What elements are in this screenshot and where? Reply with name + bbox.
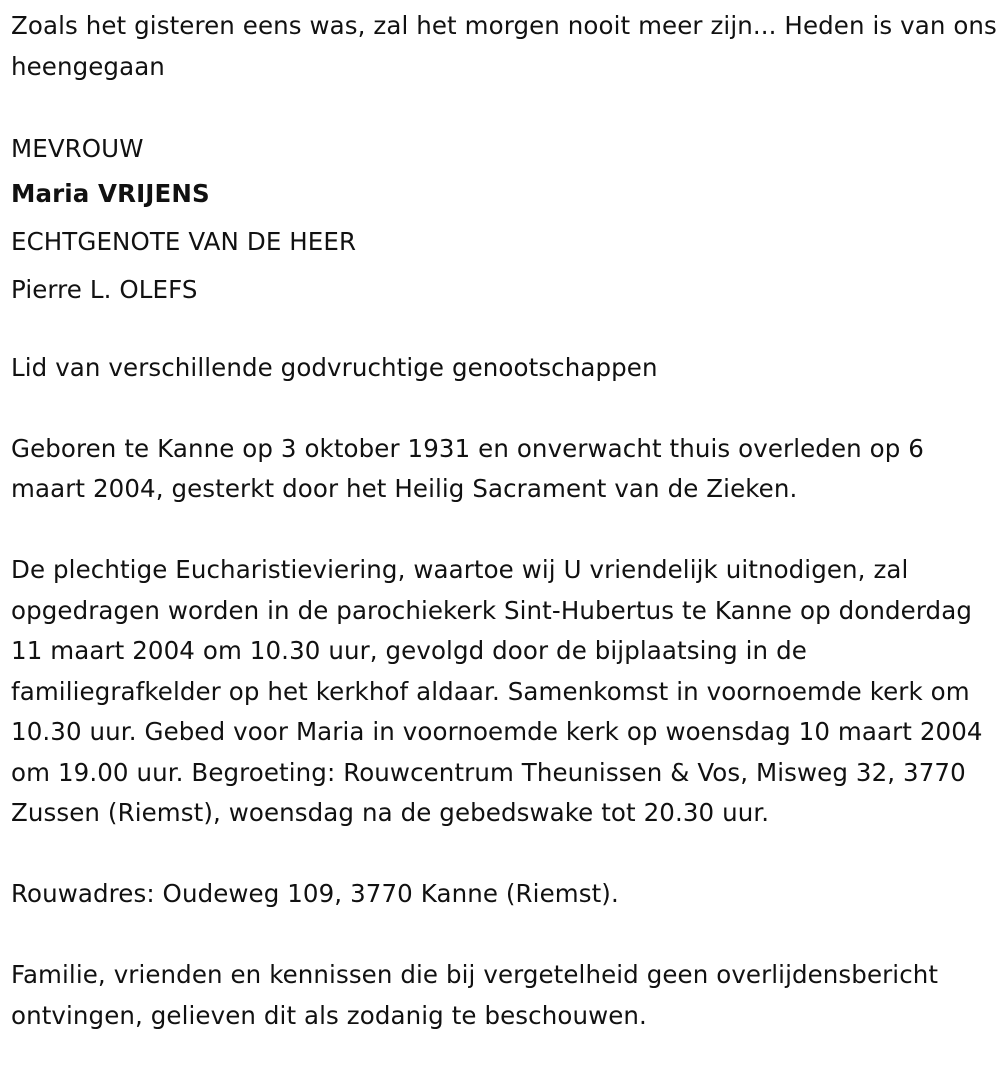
spacer [11, 388, 1000, 429]
title-line: MEVROUW [11, 133, 144, 163]
spacer [11, 87, 1000, 128]
spacer [11, 834, 1000, 875]
spacer [11, 314, 1000, 348]
address-text: Rouwadres: Oudeweg 109, 3770 Kanne (Riemst). [11, 879, 619, 908]
spacer [11, 510, 1000, 551]
spouse-name: Pierre L. OLEFS [11, 274, 198, 304]
spacer [11, 915, 1000, 956]
birth-death-text: Geboren te Kanne op 3 oktober 1931 en onverwacht thuis overleden op 6 maart 2004, gesterkt door het Heilig Sacrament van de Zieken. [11, 433, 924, 503]
ceremony-text: De plechtige Eucharistieviering, waartoe wij U vriendelijk uitnodigen, zal opgedragen worden in de parochiekerk Sint-Hubertus te Kanne op donderdag 11 maart 2004 om 10.30 uur, gevolgd door de bijplaatsing in de familiegrafkelder op het kerkhof aldaar. Samenkomst in voornoemde kerk om 10.30 uur. Gebed voor Maria in voornoemde kerk op woensdag 10 maart 2004 om 19.00 uur. Begroeting: Rouwcentrum Theunissen & Vos, Misweg 32, 3770 Zussen (Riemst), woensdag na de gebedswake tot 20.30 uur. [11, 555, 983, 827]
spouse-label: ECHTGENOTE VAN DE HEER [11, 226, 357, 256]
closing-text: Familie, vrienden en kennissen die bij vergetelheid geen overlijdensbericht ontvingen, gelieven dit als zodanig te beschouwen. [11, 960, 939, 1030]
intro-text: Zoals het gisteren eens was, zal het morgen nooit meer zijn... Heden is van ons heengegaan [11, 11, 997, 81]
membership-text: Lid van verschillende godvruchtige genootschappen [11, 352, 658, 382]
deceased-name: Maria VRIJENS [11, 178, 210, 208]
